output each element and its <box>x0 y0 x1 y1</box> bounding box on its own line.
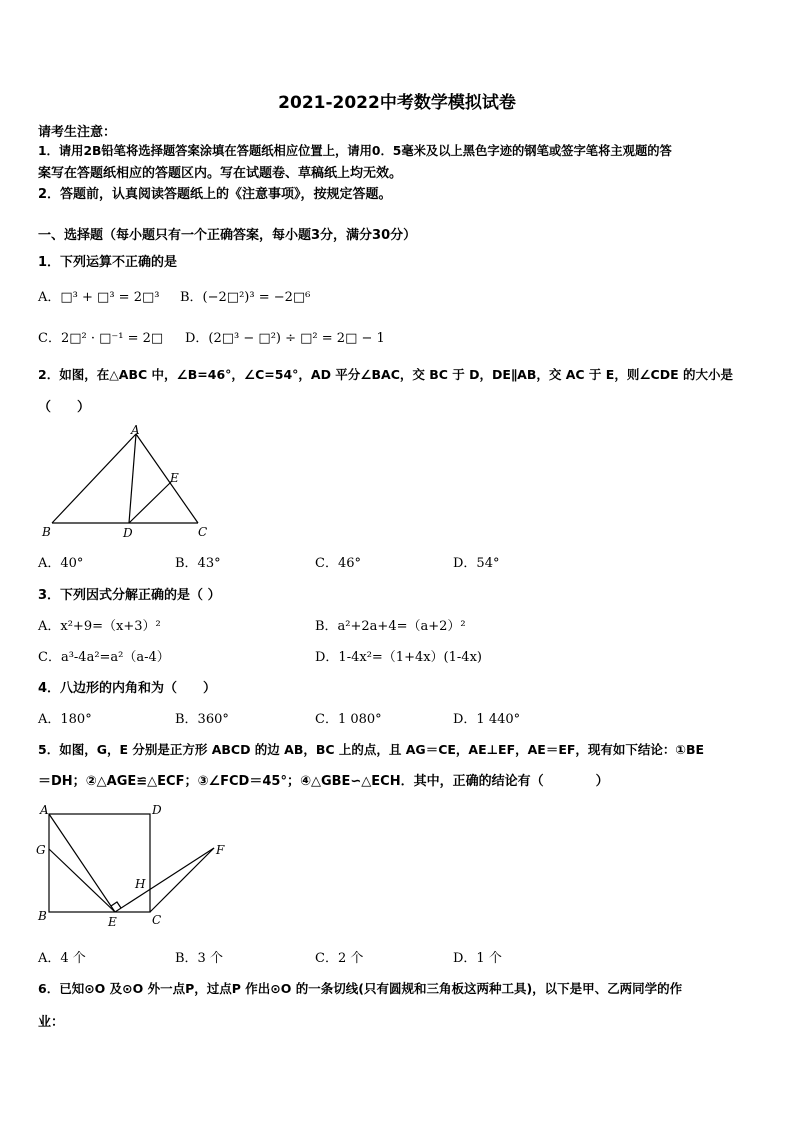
label-c: C <box>198 525 208 539</box>
label-a: A <box>131 423 140 437</box>
q5-option-a: A．4 个 <box>38 951 86 966</box>
label-d: D <box>123 526 133 540</box>
q6-stem-a: 6．已知⊙O 及⊙O 外一点P，过点P 作出⊙O 的一条切线(只有圆规和三角板这两种工具)，以下是甲、乙两同学的作 <box>38 981 683 996</box>
q4-option-c: C．1 080° <box>315 712 382 727</box>
q5-option-b: B．3 个 <box>175 951 223 966</box>
q1-option-b: B．(−2□²)³ = −2□⁶ <box>180 290 311 305</box>
segment-ad <box>129 434 136 523</box>
q2-triangle-figure <box>40 422 220 542</box>
segment-ac <box>136 434 198 523</box>
segment-ab <box>52 434 136 523</box>
q1-option-d: D．(2□³ − □²) ÷ □² = 2□ − 1 <box>185 331 385 346</box>
q1-option-c: C．2□² · □⁻¹ = 2□ <box>38 331 164 346</box>
segment-de <box>129 482 171 523</box>
q2-option-b: B．43° <box>175 556 221 571</box>
section-heading: 一、选择题（每小题只有一个正确答案，每小题3分，满分30分） <box>38 228 417 243</box>
q5-stem-a: 5．如图，G，E 分别是正方形 ABCD 的边 AB，BC 上的点，且 AG＝CE，AE⊥EF，AE＝EF，现有如下结论：①BE <box>38 742 705 757</box>
segment-ae <box>49 814 115 912</box>
q1-option-a: A．□³ + □³ = 2□³ <box>38 290 160 305</box>
q3-option-c: C．a³-4a²=a²（a-4） <box>38 650 170 665</box>
notice-item-2: 2．答题前，认真阅读答题纸上的《注意事项》，按规定答题。 <box>38 187 392 202</box>
q6-stem-b: 业： <box>38 1015 65 1030</box>
label-b: B <box>42 525 51 539</box>
label-d: D <box>152 803 162 817</box>
q2-option-d: D．54° <box>453 556 500 571</box>
segment-cf <box>150 848 214 912</box>
page-title: 2021-2022中考数学模拟试卷 <box>278 93 516 113</box>
q4-option-d: D．1 440° <box>453 712 521 727</box>
label-h: H <box>135 877 146 891</box>
q2-stem-b: （ ） <box>38 400 91 415</box>
q5-stem-b: ＝DH；②△AGE≌△ECF；③∠FCD＝45°；④△GBE∽△ECH．其中，正确的结论有（ ） <box>38 774 609 789</box>
q5-option-d: D．1 个 <box>453 951 502 966</box>
q4-option-a: A．180° <box>38 712 92 727</box>
q3-stem: 3．下列因式分解正确的是（ ） <box>38 588 221 603</box>
q2-option-c: C．46° <box>315 556 361 571</box>
notice-item-1b: 案写在答题纸相应的答题区内。写在试题卷、草稿纸上均无效。 <box>38 166 403 181</box>
label-b: B <box>38 909 47 923</box>
q1-stem: 1．下列运算不正确的是 <box>38 255 178 270</box>
label-f: F <box>216 843 225 857</box>
q3-option-b: B．a²+2a+4=（a+2）² <box>315 619 466 634</box>
q5-square-figure <box>32 798 232 930</box>
segment-ef <box>115 848 214 912</box>
q3-option-d: D．1-4x²=（1+4x）(1-4x) <box>315 650 482 665</box>
label-g: G <box>36 843 46 857</box>
q2-option-a: A．40° <box>38 556 84 571</box>
q3-option-a: A．x²+9=（x+3）² <box>38 619 161 634</box>
label-c: C <box>152 913 162 927</box>
q5-option-c: C．2 个 <box>315 951 364 966</box>
right-angle-mark <box>111 902 121 908</box>
q4-option-b: B．360° <box>175 712 229 727</box>
label-e: E <box>170 471 179 485</box>
segment-ge <box>49 849 115 912</box>
label-e: E <box>108 915 117 929</box>
notice-heading: 请考生注意： <box>38 125 117 140</box>
label-a: A <box>40 803 49 817</box>
q4-stem: 4．八边形的内角和为（ ） <box>38 681 217 696</box>
notice-item-1a: 1．请用2B铅笔将选择题答案涂填在答题纸相应位置上，请用0．5毫米及以上黑色字迹的钢笔或签字笔将主观题的答 <box>38 144 672 158</box>
q2-stem-a: 2．如图，在△ABC 中，∠B=46°，∠C=54°，AD 平分∠BAC，交 BC 于 D，DE∥AB，交 AC 于 E，则∠CDE 的大小是 <box>38 367 733 382</box>
